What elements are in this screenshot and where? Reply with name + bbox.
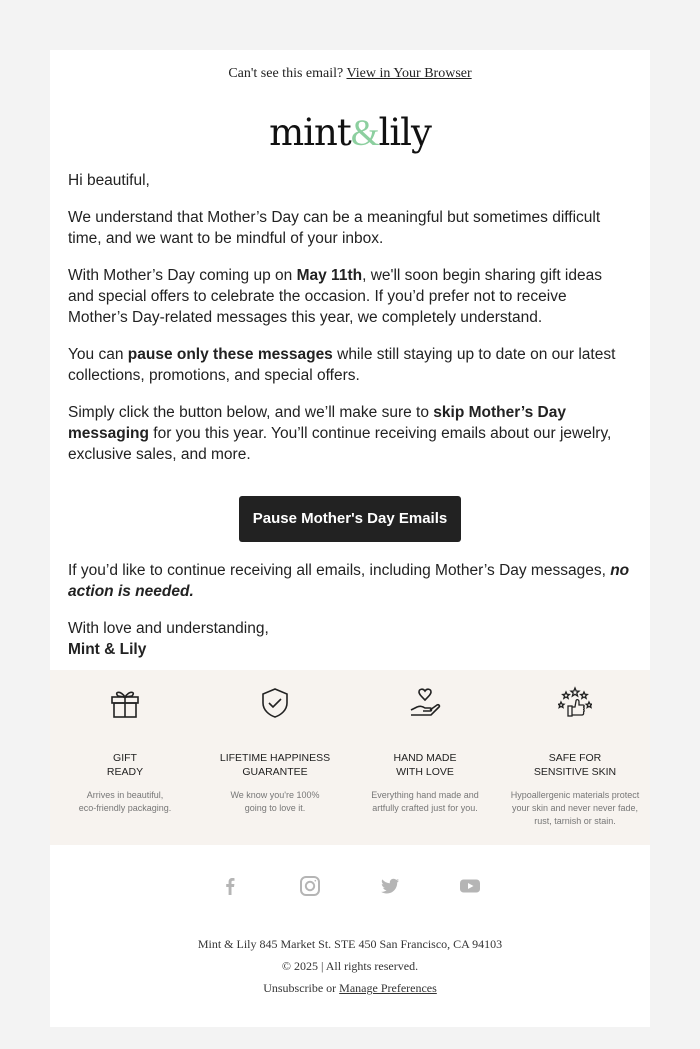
signature: Mint & Lily bbox=[68, 641, 147, 658]
footer-links bbox=[50, 977, 650, 999]
signoff: With love and understanding, bbox=[68, 620, 269, 637]
shield-check-icon bbox=[258, 686, 292, 720]
thumbs-up-stars-icon bbox=[558, 686, 592, 720]
hand-heart-icon bbox=[408, 686, 442, 720]
feature-title: HAND MADE WITH LOVE bbox=[393, 752, 457, 778]
instagram-icon[interactable] bbox=[299, 875, 321, 897]
brand-logo[interactable] bbox=[50, 108, 650, 159]
social-links bbox=[50, 875, 650, 899]
feature-description: We know you're 100% going to love it. bbox=[230, 790, 320, 813]
features-band bbox=[50, 670, 650, 845]
preheader bbox=[50, 66, 650, 82]
paragraph-4: Simply click the button below, and we’ll make sure to skip Mother’s Day messaging for you this year. You’ll continue receiving emails about our jewelry, exclusive sales, and more. bbox=[68, 404, 612, 463]
logo-ampersand: & bbox=[350, 113, 379, 154]
facebook-icon[interactable] bbox=[219, 875, 241, 897]
no-action-highlight: no action is needed. bbox=[68, 562, 630, 600]
unsubscribe-text[interactable]: Unsubscribe or bbox=[263, 981, 340, 995]
feature-title: LIFETIME HAPPINESS GUARANTEE bbox=[219, 752, 331, 778]
twitter-icon[interactable] bbox=[379, 875, 401, 897]
closing-section bbox=[68, 560, 630, 676]
paragraph-1: We understand that Mother’s Day can be a meaningful but sometimes difficult time, and we want to be mindful of your inbox. bbox=[68, 209, 601, 247]
youtube-icon[interactable] bbox=[459, 875, 481, 897]
preheader-text: Can't see this email? bbox=[228, 66, 344, 81]
feature-description: Arrives in beautiful, eco-friendly packaging. bbox=[78, 790, 172, 813]
feature-description: Everything hand made and artfully crafted just for you. bbox=[371, 790, 479, 813]
paragraph-3: You can pause only these messages while still staying up to date on our latest collections, promotions, and special offers. bbox=[68, 346, 616, 384]
view-in-browser-link[interactable]: View in Your Browser bbox=[346, 66, 472, 81]
paragraph-2: With Mother’s Day coming up on May 11th, we'll soon begin sharing gift ideas and special offers to celebrate the occasion. If you’d prefer not to receive Mother’s Day-related messages this year, we completely understand. bbox=[68, 267, 602, 326]
feature-title: SAFE FOR SENSITIVE SKIN bbox=[533, 752, 617, 778]
signoff-block bbox=[68, 618, 630, 660]
logo-lily: lily bbox=[378, 111, 431, 154]
date-highlight: May 11th bbox=[296, 267, 363, 284]
gift-icon bbox=[108, 686, 142, 720]
footer-copyright: © 2025 | All rights reserved. bbox=[281, 959, 419, 973]
greeting: Hi beautiful, bbox=[68, 172, 150, 189]
pause-mothers-day-button[interactable]: Pause Mother's Day Emails bbox=[239, 496, 461, 542]
pause-highlight: pause only these messages bbox=[127, 346, 333, 363]
email-card bbox=[50, 50, 650, 1027]
footer-address: Mint & Lily 845 Market St. STE 450 San Francisco, CA 94103 bbox=[197, 937, 503, 951]
email-body bbox=[68, 170, 628, 481]
logo-mint: mint bbox=[269, 111, 351, 154]
feature-title: GIFT READY bbox=[106, 752, 144, 778]
skip-highlight: skip Mother’s Day messaging bbox=[68, 404, 566, 442]
footer bbox=[50, 933, 650, 999]
cta-wrapper bbox=[50, 496, 650, 542]
paragraph-5: If you’d like to continue receiving all emails, including Mother’s Day messages, no action is needed. bbox=[68, 562, 630, 600]
manage-preferences-link[interactable]: Manage Preferences bbox=[339, 981, 437, 995]
feature-description: Hypoallergenic materials protect your skin and never never fade, rust, tarnish or stain. bbox=[510, 790, 640, 826]
